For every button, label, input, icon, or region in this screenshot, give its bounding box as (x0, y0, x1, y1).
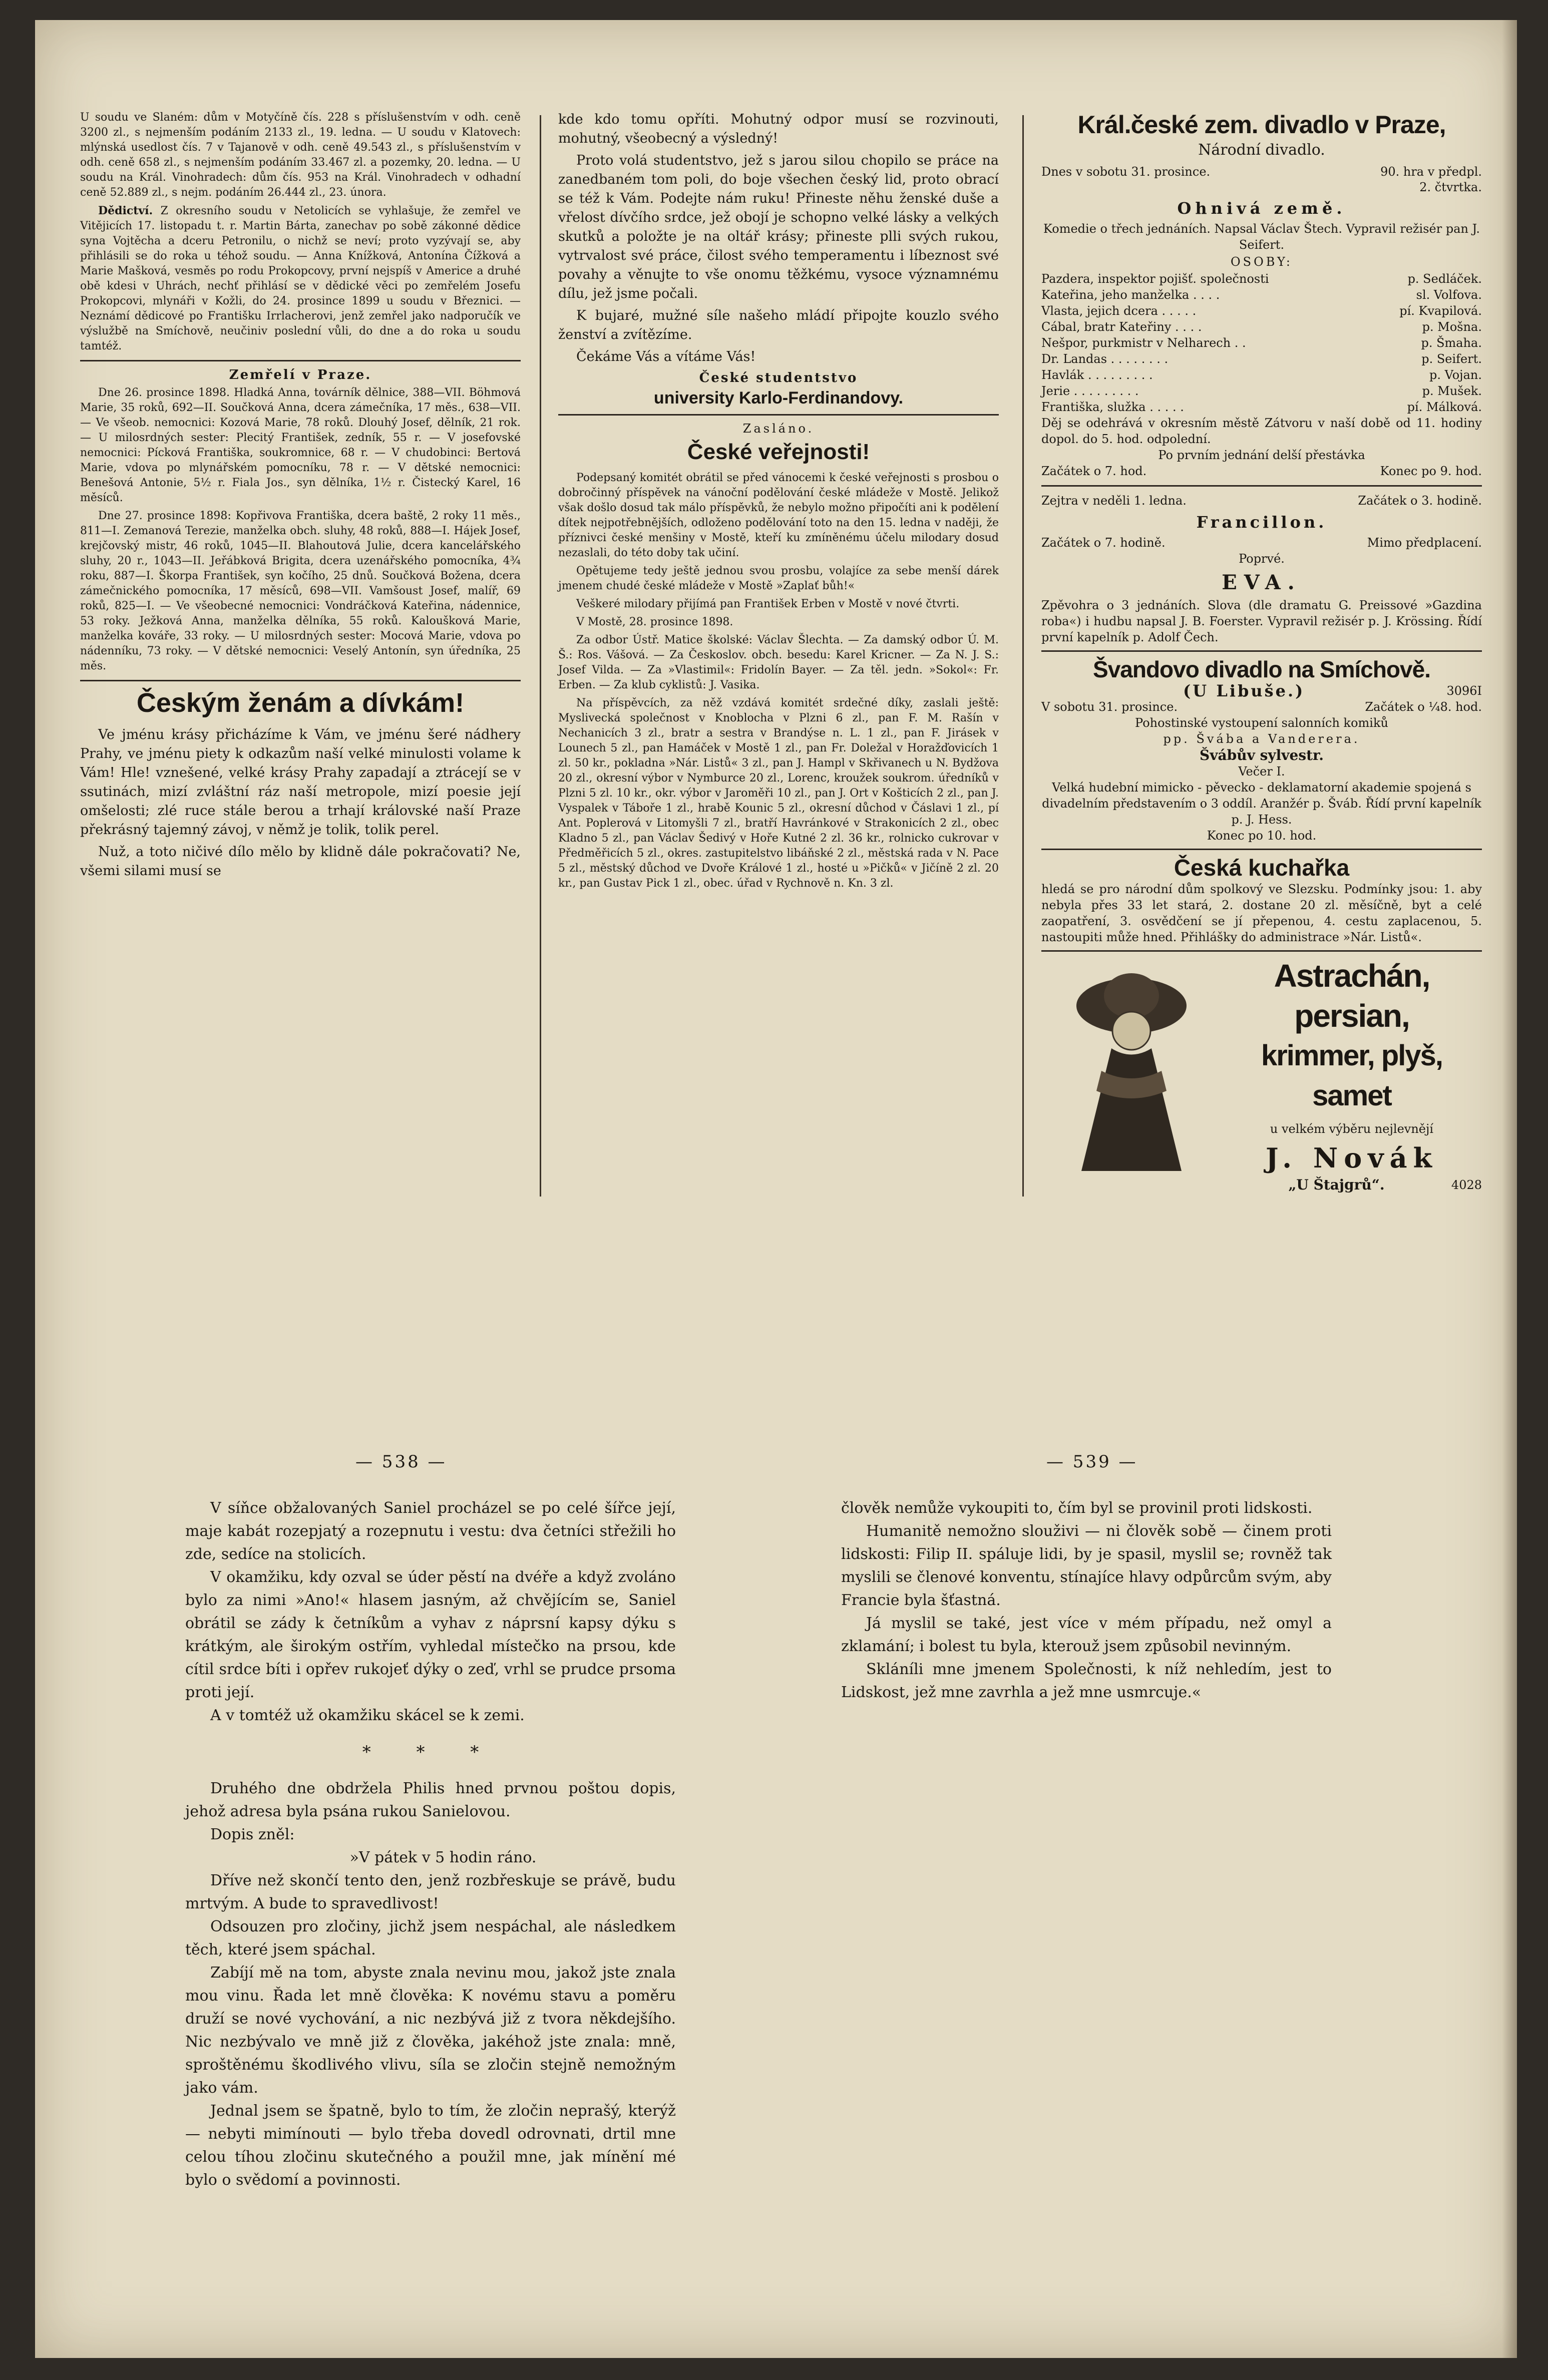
novel-paragraph: Odsouzen pro zločiny, jichž jsem nespáchal, ale následkem těch, které jsem spáchal. (185, 1918, 676, 1958)
cast-row (1041, 367, 1482, 383)
show1-start: Začátek o 7. hod. (1041, 464, 1147, 478)
cook-text: hledá se pro národní dům spolkový ve Slezsku. Podmínky jsou: 1. aby nebyla přes 33 let stará, 2. dostane 20 zl. měsíčně, byt a celé zaopatření, 3. osvědčení se jí přepenou, 4. cestu zaplacenou, 5. nastoupiti může hned. Přihlášky do administrace »Nár. Listů«. (1041, 882, 1482, 944)
novel-paragraph: Dopis zněl: (210, 1826, 295, 1843)
smichov-event-title: Švábův sylvestr. (1200, 747, 1324, 763)
lower-right-column (841, 1497, 1332, 1704)
appeal-cont-1: kde kdo tomu opříti. Mohutný odpor musí se rozvinouti, mohutný, všeobecný a výsledný! (558, 112, 999, 146)
novel-paragraph: Humanitě nemožno slouživi — ni člověk sobě — činem proti lidskosti: Filip II. spáluje lidi, by je spasil, myslil se; rovněž tak myslili se členové konventu, stínajíce hlavy odpůrcům svým, aby Francie byla šťastná. (841, 1522, 1332, 1609)
novak-name: J. Novák (1265, 1142, 1438, 1174)
cast-row (1041, 303, 1482, 319)
inheritance-text: Z okresního soudu v Netolicích se vyhlašuje, že zemřel ve Vitějicích 17. listopadu t. r. Martin Bárta, zanechav po sobě zákonné dědice syna Vojtěcha a dceru Petronilu, o nichž se neví; proto vyzývají se, aby přihlásili se do roka u téhož soudu. — Anna Knížková, Antonína Čížková a Marie Mašková, vesměs po rodu Prokopcovy, první nejspíš v Americe a druhé obě kdesi v Uhrách, nechť přihlásí se v dědické věci po zemřelém Josefu Prokopcovi, mlynáři v Kožli, do 24. prosince 1899 u soudu v Březnici. — Neznámí dědicové po Františku Irrlacherovi, jenž zemřel jako nadporučík ve výslužbě na Smíchově, neučiniv poslední vůli, do dne a do roka u soudu tamtéž. (80, 205, 521, 352)
novel-paragraph: Dříve než skončí tento den, jenž rozbřeskuje se právě, budu mrtvým. A bude to spravedlivost! (185, 1872, 676, 1912)
inheritance-title: Dědictví. (98, 204, 153, 217)
cast-role: Jerie . . . . . . . . . (1041, 384, 1139, 398)
novak-addr-row (1222, 1177, 1482, 1193)
novak-address: „U Štajgrů“. (1288, 1176, 1385, 1193)
zaslano-label: Zasláno. (742, 422, 815, 436)
public-appeal-text-1: Podepsaný komitét obrátil se před vánocemi k české veřejnosti s prosbou o dobročinný příspěvek na vánoční podělování české mládeže v Mostě. Jelikož však došlo dosud tak málo příspěvků, že nebylo možno připočíti ani k podělení dítek nejpotřebnějších, odloženo podělování toto na den 15. ledna v naději, že příznivci české menšiny v Mostě, kteří ku zmíněnému účelu milodary dosud nezaslali, do této doby tak učiní. (558, 472, 999, 559)
cast-row (1041, 271, 1482, 287)
cast-role: Vlasta, jejich dcera . . . . . (1041, 304, 1197, 318)
novak-line1: Astrachán, persian, (1274, 958, 1430, 1034)
deaths-text-2: Dne 27. prosince 1898: Kopřivova Františka, dcera baště, 2 roky 11 měs., 811—I. Zemanová Terezie, manželka obch. sluhy, 48 roků, 888—I. Hájek Josef, krejčovský mistr, 46 roků, 1045—II. Blahoutová Julie, dcera kancelářského sluhy, 20 r., 1043—II. Jeřábková Brigita, dcera uzenářského pomocníka, 4¾ roku, 887—I. Škorpa František, syn kočího, 25 dnů. Součková Božena, dcera zámečnického pomocníka, 17 měsíců, 698—VII. Vamšoust Josef, malíř, 69 roků, 825—I. — Ve všeobecné nemocnici: Vondráčková Kateřina, nádennice, 53 roky. Ježková Anna, manželka dělníka, 55 roků. Kaloušková Marie, manželka kováře, 33 roky. — U milosrdných sester: Mocová Marie, vdova po nádenníku, 73 roky. — V dětské nemocnici: Veselý Antonín, syn úředníka, 25 měs. (80, 510, 521, 672)
smichov-ad (1041, 650, 1482, 844)
court-auctions: U soudu ve Slaném: dům v Motyčíně čís. 228 s příslušenstvím v odh. ceně 3200 zl., s nejmenším podáním 2133 zl., 19. ledna. — U soudu v Klatovech: mlýnská usedlost čís. 7 v Tajanově v odh. ceně 49.543 zl., s příslušenstvím v odh. ceně 658 zl., s nejmenším podáním 33.467 zl. a pozemky, 20. ledna. — U soudu na Král. Vinohradech: dům čís. 953 na Král. Vinohradech v odhadní ceně 52.889 zl., s nejm. podáním 26.444 zl., 23. února. (80, 111, 521, 199)
appeal-text-1: Ve jménu krásy přicházíme k Vám, ve jménu šeré nádhery Prahy, ve jménu piety k odkazům naší velké minulosti volame k Vám! Hle! vznešené, velké krásy Prahy zapadají a ztrácejí se v ssutinách, mizí zvláštní ráz naší metropole, mizí poesie její omšelosti; zlé ruce stále berou a trhají královské naší Praze překrásný tajemný závoj, v němž je tolik, tolik perel. (80, 727, 521, 838)
signature-1: České studentstvo (699, 370, 858, 385)
cast-actor: p. Mušek. (1422, 384, 1482, 398)
smichov-number: 3096I (1446, 684, 1482, 698)
show1-note: Děj se odehrává v okresním městě Zátvoru v naší době od 11. hodiny dopol. do 5. hod. odpolední. (1041, 416, 1482, 446)
cast-role: Dr. Landas . . . . . . . . (1041, 352, 1169, 366)
committee-list: Za odbor Ústř. Matice školské: Václav Šlechta. — Za damský odbor Ú. M. Š.: Ros. Vášová. — Za Českoslov. obch. besedu: Karel Kricner. — Za N. J. S.: Josef Vilda. — Za »Vlastimil«: Fridolín Bayer. — Za těl. jedn. »Sokol«: Fr. Erben. — Za klub cyklistů: J. Vasika. (558, 634, 999, 691)
smichov-event-sub: Večer I. (1238, 764, 1285, 778)
cast-row (1041, 287, 1482, 303)
show3-title: EVA. (1222, 571, 1302, 594)
cook-title: Česká kuchařka (1174, 855, 1350, 881)
show1-end: Konec po 9. hod. (1380, 464, 1482, 478)
novel-paragraph: Jednal jsem se špatně, bylo to tím, že zločin neprašý, kterýž — nebyti mimínouti — bylo třeba dovedl odrovnati, drtil mne celou tíhou zločinu skutečného a použil mne, jak mínění mé bylo o svědomí a povinnosti. (185, 2102, 676, 2189)
cast-actor: p. Sedláček. (1407, 272, 1482, 286)
cast-row (1041, 399, 1482, 415)
cast-actor: p. Mošna. (1422, 320, 1482, 334)
smichov-title: Švandovo divadlo na Smíchově. (1093, 656, 1430, 682)
cast-actor: pí. Kvapilová. (1399, 304, 1482, 318)
cast-role: Havlák . . . . . . . . . (1041, 368, 1153, 382)
deaths-title: Zemřelí v Praze. (229, 367, 372, 382)
cast-heading: OSOBY: (1231, 255, 1293, 269)
cast-role: Kateřina, jeho manželka . . . . (1041, 288, 1220, 302)
letter-heading: »V pátek v 5 hodin ráno. (349, 1849, 537, 1866)
novak-line2: krimmer, plyš, samet (1261, 1039, 1443, 1112)
column-2 (558, 110, 999, 894)
divider (80, 680, 521, 681)
divider (1041, 485, 1482, 487)
cook-ad (1041, 849, 1482, 945)
novel-paragraph: V okamžiku, kdy ozval se úder pěstí na dvéře a když zvoláno bylo za nimi »Ano!« hlasem jasným, až chvějícím se, Saniel obrátil se zády k četníkům a vyhav z náprsní kapsy dýku s krátkým, ale širokým ostřím, vyhledal místečko na prsou, kde cítil srdce bíti i opřev rukojeť dýky o zeď, vrhl se prudce prsoma proti její. (185, 1568, 676, 1701)
signature-2: university Karlo-Ferdinandovy. (653, 388, 904, 408)
appeal-cont-3: K bujaré, mužné síle našeho mládí připojte kouzlo svého ženství a zvítězíme. (558, 308, 999, 342)
smichov-date: V sobotu 31. prosince. (1041, 700, 1178, 714)
novel-paragraph: Já myslil se také, jest více v mém případu, než omyl a zklamání; i bolest tu byla, kterouž jsem způsobil nevinným. (841, 1615, 1332, 1655)
public-appeal-title: České veřejnosti! (687, 440, 870, 464)
appeal-cont-4: Čekáme Vás a vítáme Vás! (576, 349, 756, 364)
cast-role: Františka, služka . . . . . (1041, 400, 1184, 414)
novel-paragraph: Druhého dne obdržela Philis hned prvnou poštou dopis, jehož adresa byla psána rukou Sanielovou. (185, 1780, 676, 1820)
cast-role: Pazdera, inspektor pojišť. společnosti (1041, 272, 1269, 286)
column-3 (1041, 110, 1482, 1256)
divider (558, 414, 999, 416)
smichov-desc: Pohostinské vystoupení salonních komiků (1135, 716, 1388, 730)
place-date: V Mostě, 28. prosince 1898. (576, 616, 733, 628)
cast-list (1041, 271, 1482, 415)
show2-header (1041, 493, 1482, 509)
smichov-subtitle: (U Libuše.) (1183, 681, 1305, 700)
show2-date: Zejtra v neděli 1. ledna. (1041, 494, 1187, 508)
lower-page (35, 1497, 1517, 2348)
column-rule (540, 115, 541, 1197)
cast-role: Cábal, bratr Kateřiny . . . . (1041, 320, 1202, 334)
novak-number: 4028 (1451, 1178, 1482, 1192)
cast-row (1041, 335, 1482, 351)
smichov-date-row (1041, 699, 1482, 715)
show2-start: Začátek o 3. hodině. (1358, 494, 1482, 508)
show1-header (1041, 164, 1482, 180)
show1-note2: Po prvním jednání delší přestávka (1158, 448, 1365, 462)
cast-actor: p. Vojan. (1429, 368, 1482, 382)
show3-header (1041, 535, 1482, 551)
show1-times (1041, 463, 1482, 479)
cast-role: Nešpor, purkmistr v Nelharech . . (1041, 336, 1246, 350)
page-number-right: — 539 — (1046, 1452, 1138, 1472)
cast-actor: pí. Málková. (1407, 400, 1482, 414)
appeal-title: Českým ženám a dívkám! (136, 688, 465, 718)
show1-quarter: 2. čtvrtka. (1419, 180, 1482, 194)
upper-page (35, 20, 1517, 1352)
public-appeal-text-3: Veškeré milodary přijímá pan František Erben v Mostě v nové čtvrti. (576, 598, 960, 610)
novel-paragraph: Skláníli mne jmenem Společnosti, k níž nehledím, jest to Lidskost, jež mne zavrhla a jež mne usmrcuje.« (841, 1661, 1332, 1701)
column-rule (1022, 115, 1024, 1197)
show3-premiere: Poprvé. (1239, 552, 1285, 566)
smichov-names: pp. Švába a Vanderera. (1163, 732, 1360, 746)
novel-paragraph: V síňce obžalovaných Saniel procházel se po celé šířce její, maje kabát rozepjatý a rozepnutu i vestu: dva četníci střežili ho zde, sedíce na stolicích. (185, 1499, 676, 1563)
section-stars: * * * (362, 1742, 499, 1762)
appeal-cont-2: Proto volá studentstvo, jež s jarou silou chopilo se práce na zanedbaném tom poli, do boje všechen český lid, proto obrací se též k Vám. Podejte nám ruku! Přineste něhu ženské duše a vřelost dívčího srdce, jež obojí je schopno velké lásky a velkých skutků a položte je na oltář krásy; přineste plli svých rukou, vytrvalost své práce, čilost svého temperamentu i líbeznost své povahy a věnujte to vše onomu těžkému, vysoce významnému dílu, jež jsme počali. (558, 153, 999, 301)
novak-ad (1041, 950, 1482, 1256)
show1-date: Dnes v sobotu 31. prosince. (1041, 165, 1211, 179)
show1-title: Ohnivá země. (1177, 199, 1346, 218)
theatre-subtitle: Národní divadlo. (1198, 141, 1325, 159)
smichov-start: Začátek o ¼8. hod. (1365, 700, 1482, 714)
column-1 (80, 110, 521, 884)
smichov-end: Konec po 10. hod. (1207, 829, 1317, 843)
appeal-text-2: Nuž, a toto ničivé dílo mělo by klidně dále pokračovati? Ne, všemi silami musí se (80, 844, 521, 879)
smichov-event-desc: Velká hudební mimicko - pěvecko - deklamatorní akademie spojená s divadelním představením o 3 oddíl. Aranžér p. Šváb. Řídí první kapelník p. J. Hess. (1042, 780, 1481, 827)
smichov-sub-row (1041, 683, 1482, 699)
lady-figure-image (1051, 961, 1212, 1176)
novel-paragraph: člověk nemůže vykoupiti to, čím byl se provinil proti lidskosti. (841, 1499, 1313, 1517)
donations-list: Na příspěvcích, za něž vzdává komitét srdečné díky, zaslali ještě: Myslivecká společnost v Knoblocha v Plzni 6 zl., pan F. M. Rašín v Nechanicích 3 zl., bratr a sestra v Brandýse n. L. 1 zl., pan F. Jirásek v Lounech 5 zl., pan Hamáček v Mostě 1 zl., pan Fr. Doležal v Horažďovicích 1 zl. 50 kr., pokladna »Nár. Listů« 3 zl., pan J. Hampl v Skřivanech u N. Bydžova 20 zl., okresní výbor v Nymburce 20 zl., Lorenc, kroužek soukrom. úředníků v Plzni 5 zl. 10 kr., okr. výbor v Jaroměři 10 zl., pan J. Ort v Košticích 2 zl., pan J. Vyspalek v Táboře 1 zl., hrabě Kounic 5 zl., okresní důchod v Čáslavi 1 zl., pí Ant. Poplerová v Litomyšli 7 zl., bratří Havránkové v Strakonicích 2 zl., obec Kladno 5 zl., pan Václav Šedivý v Hoře Kutné 2 zl. 36 kr., rolnicko cukrovar v Předměřicích 5 zl., okres. zastupitelstvo libáňské 2 zl., městská rada v N. Pace 5 zl., městský důchod ve Dvoře Králové 1 zl., hosté u »Pičků« v Jičíně 2 zl. 20 kr., pan Gustav Pick 1 zl., obec. úřad v Rychnově n. Kn. 3 zl. (558, 697, 999, 890)
public-appeal-text-2: Opětujeme tedy ještě jednou svou prosbu, volajíce za sebe menší dárek jmenem chudé české mládeže v Mostě »Zaplať bůh!« (558, 565, 999, 592)
cast-actor: sl. Volfova. (1416, 288, 1482, 302)
show3-start: Začátek o 7. hodině. (1041, 536, 1166, 550)
cast-row (1041, 319, 1482, 335)
show3-note: Mimo předplacení. (1367, 536, 1482, 550)
binding-edge (1502, 20, 1517, 2358)
theatre-title: Král.české zem. divadlo v Praze, (1077, 111, 1446, 139)
show1-number: 90. hra v předpl. (1380, 165, 1482, 179)
novak-line3: u velkém výběru nejlevnějí (1270, 1122, 1434, 1136)
show1-desc: Komedie o třech jednáních. Napsal Václav Štech. Vypravil režisér pan J. Seifert. (1043, 222, 1480, 252)
novel-paragraph: Zabíjí mě na tom, abyste znala nevinu mou, jakož jste znala mou vinu. Řada let mně člověka: K novému stavu a poměru druží se nové vychování, a nic nezbývá již z tvora někdejšího. Nic nezbývalo ve mně již z člověka, jakéhož jste znala: mně, sproštěnému škodlivého vlivu, síla se zločin stejně nemožným jako vám. (185, 1964, 676, 2097)
inheritance-notice (80, 203, 521, 354)
divider (80, 360, 521, 361)
cast-actor: p. Šmaha. (1421, 336, 1482, 350)
show3-desc: Zpěvohra o 3 jednáních. Slova (dle dramatu G. Preissové »Gazdina roba«) i hudbu napsal J. B. Foerster. Vypravil režisér p. J. Krössing. Řídí první kapelník p. Adolf Čech. (1041, 598, 1482, 644)
cast-actor: p. Seifert. (1421, 352, 1482, 366)
show2-title: Francillon. (1196, 513, 1327, 532)
novel-paragraph: A v tomtéž už okamžiku skácel se k zemi. (210, 1707, 525, 1724)
cast-row (1041, 351, 1482, 367)
newspaper-page (35, 20, 1517, 2358)
cast-row (1041, 383, 1482, 399)
lower-left-column (185, 1497, 676, 2192)
page-number-left: — 538 — (355, 1452, 447, 1472)
deaths-text-1: Dne 26. prosince 1898. Hladká Anna, továrník dělnice, 388—VII. Böhmová Marie, 35 roků, 692—II. Součková Anna, dcera zámečníka, 17 měs., 638—VII. — Ve všeob. nemocnici: Kozová Marie, 78 roků. Dlouhý Josef, dělník, 21 rok. — U milosrdných sester: Plecitý František, zedník, 55 r. — V josefovské nemocnici: Pícková Františka, soukromnice, 68 r. — V chudobinci: Bertová Marie, vdova po mlynářském pomocníku, 78 r. — V dětské nemocnici: Benešová Antonie, 5½ r. Fiala Jos., syn dělníka, 1½ r. Čistecký Karel, 16 měsíců. (80, 386, 521, 504)
